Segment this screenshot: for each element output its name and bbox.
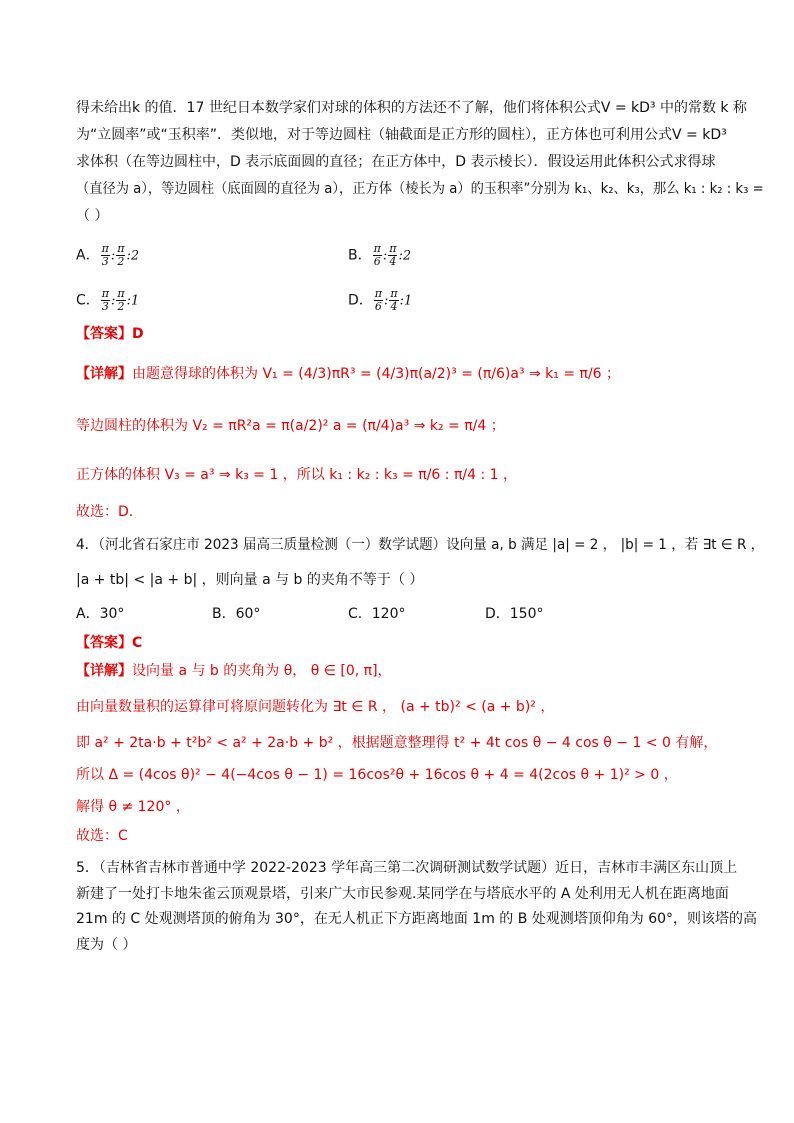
intro-line-1: 得未给出k 的值．17 世纪日本数学家们对球的体积的方法还不了解，他们将体积公式V = kD³ 中的常数 k 称 [76, 100, 747, 116]
q4-option-c: C．120° [348, 606, 406, 622]
q4-option-b: B．60° [212, 606, 261, 622]
q3-detail-line-2: 等边圆柱的体积为 V₂ = πR²a = π(a/2)² a = (π/4)a³ ⇒ k₂ = π/4 ； [76, 418, 505, 434]
q3-conclusion: 故选：D． [76, 504, 143, 520]
q4-option-d: D．150° [485, 606, 544, 622]
q4-detail-line-3: 即 a² + 2ta·b + t²b² < a² + 2a·b + b² ，根据题意整理得 t² + 4t cos θ − 4 cos θ − 1 < 0 有解， [76, 735, 718, 751]
q4-detail-line-5: 解得 θ ≠ 120° ， [76, 799, 190, 815]
q4-detail-line-4: 所以 Δ = (4cos θ)² − 4(−4cos θ − 1) = 16cos²θ + 16cos θ + 4 = 4(2cos θ + 1)² > 0 ， [76, 767, 678, 783]
q4-option-a: A．30° [76, 606, 125, 622]
q4-conclusion: 故选：C [76, 828, 128, 844]
q3-detail-line-3: 正方体的体积 V₃ = a³ ⇒ k₃ = 1 ，所以 k₁ : k₂ : k₃ = π/6 : π/4 : 1 ， [76, 467, 517, 483]
q3-option-a: A． $\frac{\pi}{3}$ : $\frac{\pi}{2}$ :2 [76, 242, 140, 268]
q5-line-2: 新建了一处打卡地朱雀云顶观景塔，引来广大市民参观.某同学在与塔底水平的 A 处利用无人机在距离地面 [76, 886, 729, 902]
intro-line-2: 为“立圆率”或“玉积率”．类似地，对于等边圆柱（轴截面是正方形的圆柱），正方体也可利用公式V = kD³ [76, 127, 727, 143]
intro-line-3: 求体积（在等边圆柱中，D 表示底面圆的直径；在正方体中，D 表示棱长）．假设运用此体积公式求得球 [76, 154, 716, 170]
q4-detail-line-1: 【详解】设向量 a 与 b 的夹角为 θ， θ ∈ [0, π]， [76, 663, 392, 679]
q5-line-4: 度为（ ） [76, 937, 137, 953]
q4-detail-line-2: 由向量数量积的运算律可将原问题转化为 ∃t ∈ R ， (a + tb)² < (a + b)² ， [76, 699, 555, 715]
q3-option-c: C． $\frac{\pi}{3}$ : $\frac{\pi}{2}$ :1 [76, 287, 140, 313]
q4-line-2: |a + tb| < |a + b| ，则向量 a 与 b 的夹角不等于（ ） [76, 572, 424, 588]
q3-answer: 【答案】D [76, 326, 144, 342]
q4-answer: 【答案】C [76, 635, 143, 651]
intro-line-4: （直径为 a），等边圆柱（底面圆的直径为 a），正方体（棱长为 a）的玉积率”分别为 k₁、k₂、k₃，那么 k₁ : k₂ : k₃ = [76, 181, 764, 197]
q5-line-3: 21m 的 C 处观测塔顶的俯角为 30°，在无人机正下方距离地面 1m 的 B 处观测塔顶仰角为 60°，则该塔的高 [76, 911, 758, 927]
q5-line-1: 5．（吉林省吉林市普通中学 2022-2023 学年高三第二次调研测试数学试题）近日，吉林市丰满区东山顶上 [76, 860, 738, 876]
intro-line-5: （ ） [76, 208, 109, 224]
q3-option-b: B． $\frac{\pi}{6}$ : $\frac{\pi}{4}$ :2 [348, 242, 412, 268]
q3-detail-line-1: 【详解】由题意得球的体积为 V₁ = (4/3)πR³ = (4/3)π(a/2)³ = (π/6)a³ ⇒ k₁ = π/6 ； [76, 366, 621, 382]
q3-option-d: D． $\frac{\pi}{6}$ : $\frac{\pi}{4}$ :1 [348, 287, 413, 313]
q4-line-1: 4．（河北省石家庄市 2023 届高三质量检测（一）数学试题）设向量 a, b 满足 |a| = 2 ， |b| = 1 ，若 ∃t ∈ R ， [76, 537, 765, 553]
